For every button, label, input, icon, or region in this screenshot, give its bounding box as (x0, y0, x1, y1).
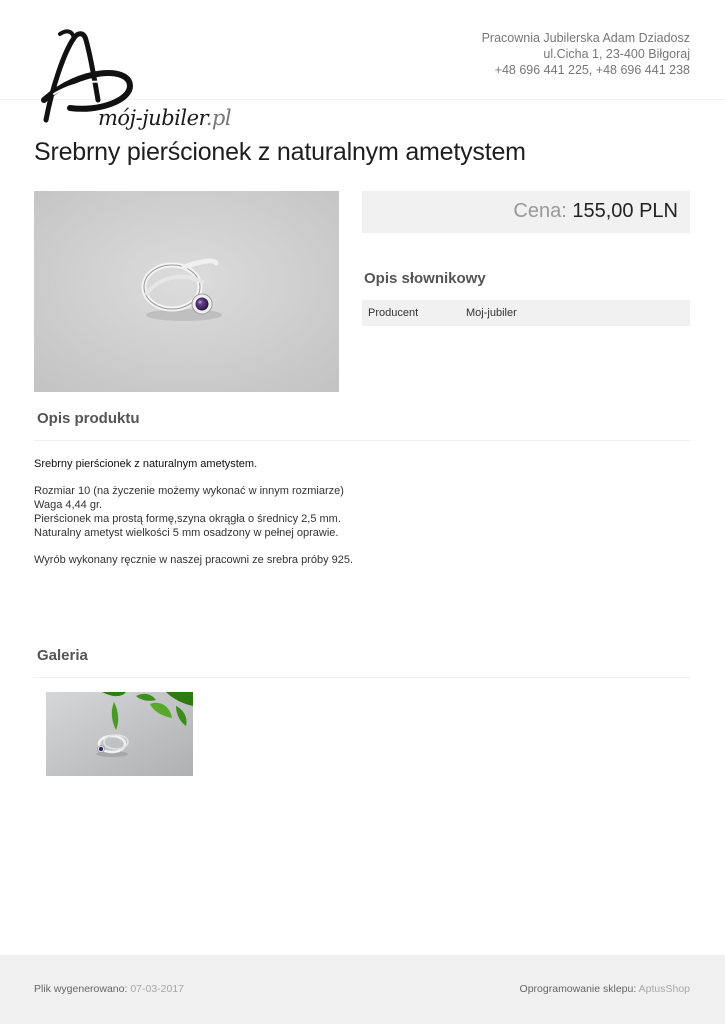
footer-generated (34, 983, 184, 995)
dictionary-heading: Opis słownikowy (364, 270, 486, 287)
product-photo[interactable] (34, 191, 339, 392)
generated-date: 07-03-2017 (130, 983, 185, 995)
section-divider (34, 440, 690, 441)
gallery-heading: Galeria (37, 647, 88, 664)
product-title: Srebrny pierścionek z naturalnym ametystem (34, 138, 526, 166)
shop-contact (482, 30, 690, 78)
shop-address: ul.Cicha 1, 23-400 Biłgoraj (543, 47, 690, 61)
ring-with-leaves-photo-icon (46, 692, 193, 776)
price-label: Cena: (513, 200, 567, 222)
section-divider (34, 677, 690, 678)
dictionary-row (362, 300, 690, 326)
gallery-thumbnail[interactable] (46, 692, 193, 776)
price-value: 155,00 PLN (572, 200, 678, 222)
description-line: Waga 4,44 gr. (34, 499, 103, 511)
description-line: Rozmiar 10 (na życzenie możemy wykonać w innym rozmiarze) (34, 485, 344, 497)
description-line: Naturalny ametyst wielkości 5 mm osadzony w pełnej oprawie. (34, 527, 339, 539)
dictionary-key: Producent (368, 307, 419, 319)
ring-photo-icon (34, 191, 339, 392)
description-closing: Wyrób wykonany ręcznie w naszej pracowni ze srebra próby 925. (34, 554, 354, 566)
description-heading: Opis produktu (37, 410, 140, 427)
generated-label: Plik wygenerowano: (34, 983, 128, 995)
price-box (362, 191, 690, 233)
software-label: Oprogramowanie sklepu: (519, 983, 637, 995)
software-link[interactable]: AptusShop (638, 983, 690, 995)
description-line: Pierścionek ma prostą formę,szyna okrągła o średnicy 2,5 mm. (34, 513, 341, 525)
footer-software (520, 983, 690, 995)
description-lead: Srebrny pierścionek z naturalnym ametystem. (34, 458, 258, 470)
dictionary-value: Moj-jubiler (466, 307, 517, 319)
footer (0, 955, 725, 1024)
shop-phones: +48 696 441 225, +48 696 441 238 (494, 63, 690, 77)
logo[interactable] (40, 28, 230, 133)
logo-text: mój-jubiler.pl (98, 106, 232, 130)
shop-name: Pracownia Jubilerska Adam Dziadosz (481, 31, 690, 45)
